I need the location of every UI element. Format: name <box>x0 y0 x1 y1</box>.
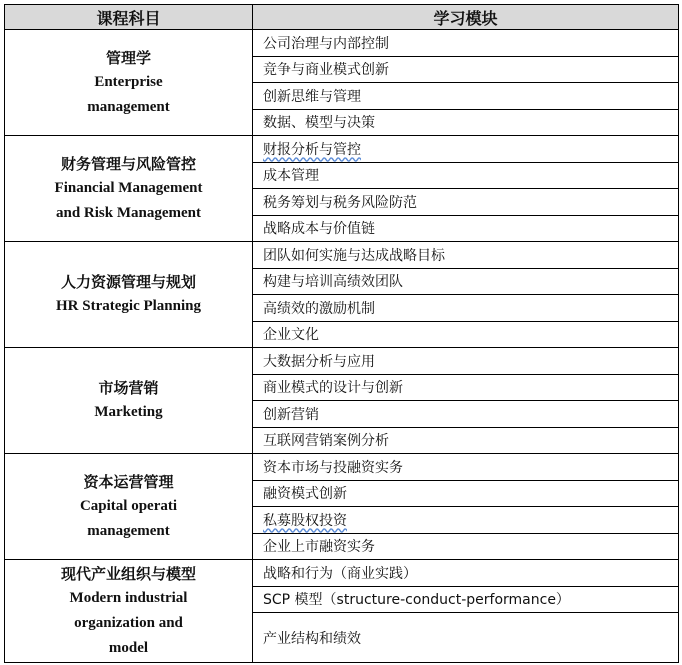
course-name-en: organization and <box>74 614 183 631</box>
course-name-en: Modern industrial <box>69 589 188 606</box>
module-cell <box>253 507 679 534</box>
module-cell <box>253 136 679 163</box>
module-cell: 资本市场与投融资实务 <box>253 454 679 481</box>
course-name-cn: 现代产业组织与模型 <box>60 564 196 583</box>
table-row <box>5 30 679 57</box>
header-module: 学习模块 <box>253 5 679 30</box>
course-cell <box>5 348 253 454</box>
module-cell: 税务筹划与税务风险防范 <box>253 189 679 216</box>
module-cell: 战略成本与价值链 <box>253 215 679 242</box>
course-cell <box>5 560 253 663</box>
module-cell: 公司治理与内部控制 <box>253 30 679 57</box>
course-name-en: management <box>87 98 170 115</box>
header-course: 课程科目 <box>5 5 253 30</box>
course-name-en: Capital operati <box>79 497 178 514</box>
course-name-en: Financial Management <box>54 179 203 196</box>
module-cell: 创新思维与管理 <box>253 83 679 110</box>
module-cell: 大数据分析与应用 <box>253 348 679 375</box>
module-text: 私募股权投资 <box>263 512 347 529</box>
course-name-cn: 市场营销 <box>98 379 159 397</box>
module-cell: 战略和行为（商业实践） <box>253 560 679 587</box>
course-name-cn: 人力资源管理与规划 <box>60 273 196 291</box>
table-row <box>5 454 679 481</box>
module-text: 财报分析与管控 <box>263 141 361 158</box>
module-cell: 高绩效的激励机制 <box>253 295 679 322</box>
module-cell: 创新营销 <box>253 401 679 428</box>
course-name-en: Enterprise <box>94 73 163 90</box>
module-cell: 成本管理 <box>253 162 679 189</box>
course-table <box>4 4 679 663</box>
course-name-cn: 管理学 <box>105 48 151 67</box>
course-cell <box>5 136 253 242</box>
course-name-en: HR Strategic Planning <box>56 298 201 314</box>
course-cell <box>5 454 253 560</box>
table-row <box>5 242 679 269</box>
course-name-en: and Risk Management <box>55 204 201 221</box>
module-cell: 商业模式的设计与创新 <box>253 374 679 401</box>
module-cell: 数据、模型与决策 <box>253 109 679 136</box>
module-cell: SCP 模型（structure-conduct-performance） <box>253 586 679 613</box>
module-cell: 团队如何实施与达成战略目标 <box>253 242 679 269</box>
module-cell: 融资模式创新 <box>253 480 679 507</box>
module-cell: 企业上市融资实务 <box>253 533 679 560</box>
table-header-row <box>5 5 679 30</box>
module-cell: 产业结构和绩效 <box>253 613 679 663</box>
module-cell: 企业文化 <box>253 321 679 348</box>
table-row <box>5 136 679 163</box>
course-name-cn: 资本运营管理 <box>83 472 174 491</box>
module-cell: 构建与培训高绩效团队 <box>253 268 679 295</box>
table-row <box>5 348 679 375</box>
course-name-en: model <box>108 639 149 656</box>
course-name-cn: 财务管理与风险管控 <box>60 154 196 173</box>
table-row <box>5 560 679 587</box>
course-name-en: Marketing <box>94 404 163 420</box>
course-name-en: management <box>87 522 170 539</box>
course-cell <box>5 242 253 348</box>
course-cell <box>5 30 253 136</box>
module-cell: 互联网营销案例分析 <box>253 427 679 454</box>
module-cell: 竞争与商业模式创新 <box>253 56 679 83</box>
